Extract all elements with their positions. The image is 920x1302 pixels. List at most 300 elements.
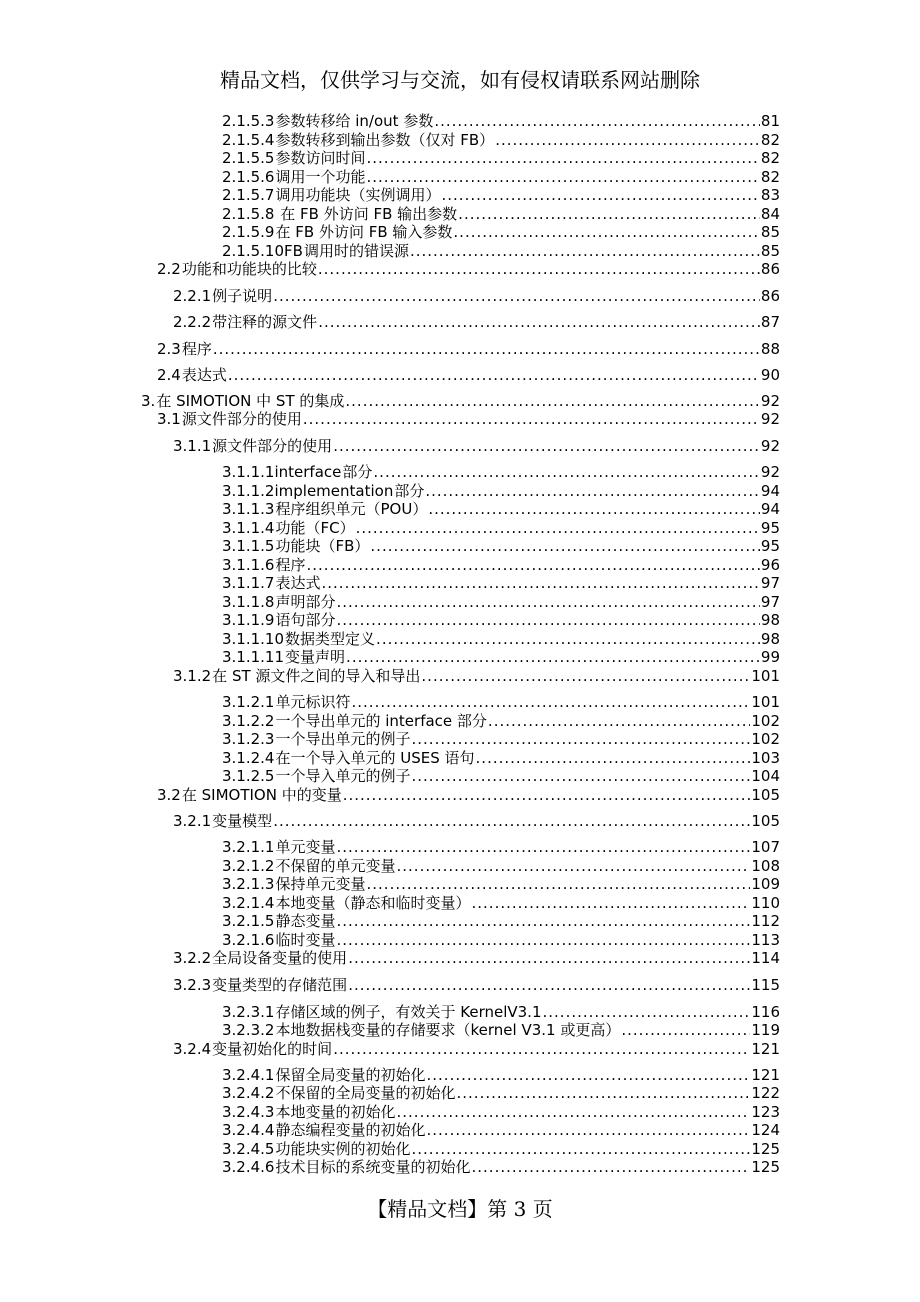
toc-page-number: 104	[751, 767, 780, 785]
toc-entry-title: 本地变量的初始化	[275, 1103, 396, 1121]
toc-entry-title: 程序	[181, 340, 212, 358]
toc-entry-number: 3.2	[157, 786, 181, 804]
toc-entry-text	[157, 340, 212, 358]
toc-entry-text	[222, 463, 372, 481]
toc-entry-title: 数据类型定义	[285, 630, 376, 648]
toc-dot-leader	[213, 340, 760, 358]
toc-dot-leader	[343, 786, 751, 804]
toc-dot-leader	[352, 693, 751, 711]
toc-dot-leader	[442, 186, 760, 204]
toc-page-number: 81	[760, 112, 780, 130]
toc-entry[interactable]	[222, 630, 780, 648]
toc-entry-title: 部分	[394, 482, 425, 500]
toc-dot-leader	[337, 838, 751, 856]
toc-entry-title: 单元标识符	[275, 693, 351, 711]
toc-entry-title: 本地数据栈变量的存储要求（kernel V3.1 或更高）	[275, 1021, 621, 1039]
toc-entry-text	[173, 1040, 332, 1058]
toc-entry-title: 单元变量	[275, 838, 336, 856]
toc-page-number: 110	[751, 894, 780, 912]
toc-entry-text	[222, 894, 471, 912]
toc-entry-text	[222, 1103, 396, 1121]
toc-dot-leader	[273, 812, 750, 830]
toc-page-number: 94	[760, 482, 780, 500]
toc-page-number: 94	[760, 500, 780, 518]
toc-entry-title: 在 ST 源文件之间的导入和导出	[212, 667, 421, 685]
toc-entry[interactable]	[222, 648, 780, 666]
toc-entry-text	[222, 1140, 411, 1158]
toc-entry-number: 2.1.5.4	[222, 131, 275, 149]
toc-page-number: 86	[760, 260, 780, 278]
toc-entry-text	[173, 949, 347, 967]
toc-entry-text	[222, 648, 345, 666]
toc-entry-number: 3.2.1.6	[222, 931, 275, 949]
toc-entry-number: 3.	[141, 392, 156, 410]
toc-entry[interactable]	[173, 667, 780, 685]
toc-dot-leader	[428, 500, 760, 518]
toc-entry[interactable]	[222, 857, 780, 875]
toc-dot-leader	[367, 168, 760, 186]
toc-entry-title: 源文件部分的使用	[181, 410, 302, 428]
toc-page-number: 121	[751, 1066, 780, 1084]
toc-entry-text	[157, 366, 227, 384]
toc-entry-title: 变量类型的存储范围	[212, 976, 348, 994]
toc-entry-number: 3.1.1.11	[222, 648, 285, 666]
toc-entry[interactable]	[222, 749, 780, 767]
toc-entry-text	[222, 630, 375, 648]
toc-entry[interactable]	[222, 730, 780, 748]
toc-entry-title: 声明部分	[275, 593, 336, 611]
toc-dot-leader	[472, 1158, 751, 1176]
toc-entry-number: 2.1.5.3	[222, 112, 275, 130]
toc-entry-number: 3.2.3	[173, 976, 212, 994]
toc-entry-text	[222, 875, 366, 893]
toc-entry-title: 带注释的源文件	[212, 313, 318, 331]
toc-page-number: 101	[751, 667, 780, 685]
toc-page-number: 97	[760, 574, 780, 592]
toc-entry-number: 3.2.1.2	[222, 857, 275, 875]
toc-entry-text	[222, 168, 366, 186]
toc-entry-number: 3.1.2.2	[222, 712, 275, 730]
toc-page-number: 123	[751, 1103, 780, 1121]
toc-entry[interactable]	[222, 205, 780, 223]
toc-entry-text	[222, 131, 494, 149]
toc-entry-title: 一个导出单元的例子	[275, 730, 411, 748]
toc-entry-number: 3.1.1.8	[222, 593, 275, 611]
toc-entry-title: 全局设备变量的使用	[212, 949, 348, 967]
toc-page-number: 85	[760, 242, 780, 260]
toc-dot-leader	[322, 574, 760, 592]
toc-page-number: 98	[760, 611, 780, 629]
toc-page-number: 92	[760, 392, 780, 410]
toc-entry-title: 在 FB 外访问 FB 输出参数	[275, 205, 458, 223]
toc-entry-title: 功能块实例的初始化	[275, 1140, 411, 1158]
toc-entry-text	[222, 712, 487, 730]
toc-entry[interactable]	[173, 1040, 780, 1058]
toc-entry-number: 2.1.5.8	[222, 205, 275, 223]
toc-entry-title: 在一个导入单元的 USES 语句	[275, 749, 475, 767]
toc-dot-leader	[421, 667, 750, 685]
toc-entry-number: 2.1.5.10FB	[222, 242, 303, 260]
toc-dot-leader	[476, 749, 751, 767]
toc-entry-text	[173, 976, 347, 994]
toc-page-number: 101	[751, 693, 780, 711]
toc-entry[interactable]	[222, 574, 780, 592]
toc-dot-leader	[434, 112, 760, 130]
toc-page-number: 82	[760, 149, 780, 167]
toc-entry[interactable]	[222, 556, 780, 574]
toc-entry-number: 3.1.1.2implementation	[222, 482, 394, 500]
toc-entry[interactable]	[222, 463, 780, 481]
toc-dot-leader	[427, 1121, 751, 1139]
toc-entry[interactable]	[222, 1158, 780, 1176]
toc-dot-leader	[425, 482, 760, 500]
toc-entry-text	[222, 730, 411, 748]
toc-entry-title: 程序	[275, 556, 306, 574]
toc-entry-text	[222, 223, 452, 241]
toc-dot-leader	[348, 949, 750, 967]
toc-entry-number: 3.1.1.5	[222, 537, 275, 555]
toc-entry-title: 调用功能块（实例调用）	[275, 186, 441, 204]
toc-entry-number: 3.2.1.1	[222, 838, 275, 856]
toc-dot-leader	[453, 223, 760, 241]
toc-entry-title: 保持单元变量	[275, 875, 366, 893]
toc-dot-leader	[303, 410, 760, 428]
toc-entry-text	[222, 242, 409, 260]
toc-entry-title: 调用时的错误源	[303, 242, 409, 260]
toc-dot-leader	[412, 730, 751, 748]
toc-page-number: 116	[751, 1003, 780, 1021]
toc-entry-number: 2.1.5.6	[222, 168, 275, 186]
toc-entry-title: 临时变量	[275, 931, 336, 949]
toc-dot-leader	[346, 648, 760, 666]
toc-dot-leader	[373, 463, 760, 481]
toc-dot-leader	[356, 519, 760, 537]
toc-page-number: 82	[760, 168, 780, 186]
toc-dot-leader	[348, 976, 750, 994]
toc-page-number: 103	[751, 749, 780, 767]
toc-page-number: 87	[760, 313, 780, 331]
toc-entry-text	[222, 1021, 620, 1039]
toc-entry-number: 3.1.2	[173, 667, 212, 685]
toc-entry[interactable]	[222, 131, 780, 149]
toc-page-number: 125	[751, 1140, 780, 1158]
toc-dot-leader	[457, 1084, 751, 1102]
toc-dot-leader	[410, 242, 760, 260]
toc-page-number: 105	[751, 786, 780, 804]
toc-dot-leader	[367, 149, 760, 167]
toc-entry-title: 参数转移给 in/out 参数	[275, 112, 434, 130]
toc-page-number: 124	[751, 1121, 780, 1139]
toc-entry-number: 3.2.1.3	[222, 875, 275, 893]
toc-entry-title: 技术目标的系统变量的初始化	[275, 1158, 471, 1176]
toc-entry-title: 功能和功能块的比较	[181, 260, 317, 278]
toc-entry-text	[222, 693, 351, 711]
toc-page-number: 99	[760, 648, 780, 666]
toc-page-number: 96	[760, 556, 780, 574]
toc-entry-number: 3.1.2.1	[222, 693, 275, 711]
toc-entry-text	[222, 519, 355, 537]
toc-entry-number: 3.2.4.2	[222, 1084, 275, 1102]
toc-entry-number: 3.1.1.10	[222, 630, 285, 648]
toc-entry-title: 表达式	[181, 366, 227, 384]
toc-entry-number: 2.2.1	[173, 287, 212, 305]
toc-entry-text	[222, 593, 336, 611]
toc-page-number: 95	[760, 537, 780, 555]
toc-entry-text	[173, 437, 332, 455]
toc-dot-leader	[412, 1140, 751, 1158]
toc-entry-text	[222, 749, 475, 767]
toc-entry-text	[222, 205, 457, 223]
toc-entry-title: 部分	[342, 463, 373, 481]
toc-entry-title: 一个导出单元的 interface 部分	[275, 712, 487, 730]
page-header: 精品文档，仅供学习与交流，如有侵权请联系网站删除	[220, 68, 700, 92]
toc-entry-text	[157, 410, 302, 428]
toc-entry-number: 3.2.4.6	[222, 1158, 275, 1176]
toc-entry[interactable]	[173, 287, 780, 305]
toc-dot-leader	[337, 912, 751, 930]
toc-entry-number: 3.1.1.7	[222, 574, 275, 592]
toc-dot-leader	[621, 1021, 750, 1039]
toc-entry-title: 源文件部分的使用	[212, 437, 333, 455]
toc-entry[interactable]	[157, 340, 780, 358]
toc-entry-number: 2.3	[157, 340, 181, 358]
toc-entry-number: 2.1.5.7	[222, 186, 275, 204]
toc-entry-text	[222, 482, 424, 500]
toc-entry-number: 3.2.4.1	[222, 1066, 275, 1084]
toc-entry-title: 表达式	[275, 574, 321, 592]
toc-dot-leader	[333, 1040, 750, 1058]
toc-entry-text	[173, 313, 317, 331]
toc-page-number: 92	[760, 437, 780, 455]
toc-entry-text	[222, 112, 433, 130]
toc-page-number: 121	[751, 1040, 780, 1058]
toc-entry[interactable]	[173, 437, 780, 455]
toc-entry-number: 3.2.1.4	[222, 894, 275, 912]
toc-page-number: 108	[751, 857, 780, 875]
toc-entry[interactable]	[222, 112, 780, 130]
toc-entry[interactable]	[157, 366, 780, 384]
toc-entry[interactable]	[222, 186, 780, 204]
toc-entry-title: 不保留的单元变量	[275, 857, 396, 875]
toc-dot-leader	[337, 611, 760, 629]
toc-entry-title: 在 FB 外访问 FB 输入参数	[275, 223, 453, 241]
toc-entry-text	[173, 287, 272, 305]
toc-entry[interactable]	[222, 894, 780, 912]
toc-entry-title: 静态编程变量的初始化	[275, 1121, 426, 1139]
toc-entry-text	[222, 537, 369, 555]
toc-entry[interactable]	[222, 482, 780, 500]
toc-dot-leader	[370, 537, 760, 555]
toc-entry[interactable]	[222, 1021, 780, 1039]
toc-entry-title: 存储区域的例子，有效关于 KernelV3.1	[275, 1003, 542, 1021]
toc-entry-text	[222, 838, 336, 856]
toc-entry[interactable]	[222, 931, 780, 949]
toc-entry-title: 静态变量	[275, 912, 336, 930]
toc-entry-title: 保留全局变量的初始化	[275, 1066, 426, 1084]
toc-entry-text	[222, 149, 366, 167]
toc-entry-number: 3.2.4.3	[222, 1103, 275, 1121]
toc-entry[interactable]	[222, 1103, 780, 1121]
toc-entry[interactable]	[173, 976, 780, 994]
toc-dot-leader	[427, 1066, 751, 1084]
toc-entry-number: 3.1.2.5	[222, 767, 275, 785]
toc-dot-leader	[367, 875, 751, 893]
toc-entry-title: 参数转移到输出参数（仅对 FB）	[275, 131, 495, 149]
toc-entry[interactable]	[222, 537, 780, 555]
toc-entry-number: 3.2.1	[173, 812, 212, 830]
toc-entry-text	[222, 931, 336, 949]
toc-page-number: 102	[751, 730, 780, 748]
toc-dot-leader	[376, 630, 760, 648]
toc-entry[interactable]	[222, 242, 780, 260]
toc-entry-text	[173, 812, 272, 830]
toc-entry-number: 3.2.4.5	[222, 1140, 275, 1158]
toc-entry[interactable]	[222, 611, 780, 629]
toc-entry-number: 3.1.1.9	[222, 611, 275, 629]
toc-entry-title: 例子说明	[212, 287, 273, 305]
toc-dot-leader	[345, 392, 760, 410]
toc-entry-number: 3.1.2.4	[222, 749, 275, 767]
toc-entry[interactable]	[222, 1003, 780, 1021]
toc-page-number: 83	[760, 186, 780, 204]
toc-entry-title: 调用一个功能	[275, 168, 366, 186]
toc-entry-text	[222, 1066, 426, 1084]
toc-dot-leader	[228, 366, 760, 384]
toc-entry-number: 2.2	[157, 260, 181, 278]
toc-entry-text	[222, 1084, 456, 1102]
toc-entry-title: 参数访问时间	[275, 149, 366, 167]
toc-entry-number: 3.2.3.2	[222, 1021, 275, 1039]
toc-dot-leader	[333, 437, 760, 455]
toc-entry-title: 一个导入单元的例子	[275, 767, 411, 785]
toc-entry-text	[141, 392, 344, 410]
toc-entry[interactable]	[173, 812, 780, 830]
toc-page-number: 102	[751, 712, 780, 730]
toc-page-number: 115	[751, 976, 780, 994]
toc-entry-text	[173, 667, 420, 685]
toc-entry[interactable]	[222, 223, 780, 241]
toc-entry-number: 2.1.5.5	[222, 149, 275, 167]
toc-entry-number: 3.2.2	[173, 949, 212, 967]
toc-page-number: 82	[760, 131, 780, 149]
toc-dot-leader	[488, 712, 750, 730]
toc-entry[interactable]	[222, 693, 780, 711]
toc-entry-text	[157, 786, 342, 804]
toc-entry-title: 不保留的全局变量的初始化	[275, 1084, 456, 1102]
toc-entry-number: 3.1	[157, 410, 181, 428]
toc-dot-leader	[397, 857, 751, 875]
toc-entry[interactable]	[222, 767, 780, 785]
toc-entry-title: 程序组织单元（POU）	[275, 500, 428, 518]
toc-entry-text	[222, 1003, 542, 1021]
toc-page-number: 97	[760, 593, 780, 611]
toc-entry-number: 3.1.1	[173, 437, 212, 455]
toc-page-number: 112	[751, 912, 780, 930]
toc-entry-text	[222, 912, 336, 930]
toc-dot-leader	[412, 767, 751, 785]
toc-entry-number: 3.1.1.6	[222, 556, 275, 574]
toc-page-number: 86	[760, 287, 780, 305]
toc-entry[interactable]	[157, 260, 780, 278]
toc-entry[interactable]	[222, 149, 780, 167]
toc-page-number: 113	[751, 931, 780, 949]
toc-entry[interactable]	[222, 1084, 780, 1102]
toc-entry-number: 3.2.4.4	[222, 1121, 275, 1139]
toc-page-number: 88	[760, 340, 780, 358]
toc-page-number: 84	[760, 205, 780, 223]
toc-entry-title: 功能块（FB）	[275, 537, 370, 555]
toc-entry-text	[222, 574, 321, 592]
toc-page-number: 95	[760, 519, 780, 537]
toc-dot-leader	[458, 205, 760, 223]
toc-entry-title: 功能（FC）	[275, 519, 355, 537]
toc-entry-number: 2.4	[157, 366, 181, 384]
toc-entry-number: 3.2.4	[173, 1040, 212, 1058]
toc-entry[interactable]	[222, 875, 780, 893]
toc-entry[interactable]	[222, 912, 780, 930]
toc-entry[interactable]	[222, 519, 780, 537]
toc-page-number: 92	[760, 410, 780, 428]
toc-entry[interactable]	[157, 786, 780, 804]
toc-entry[interactable]	[222, 1066, 780, 1084]
toc-entry-number: 3.2.3.1	[222, 1003, 275, 1021]
toc-entry-number: 3.2.1.5	[222, 912, 275, 930]
toc-entry[interactable]	[222, 1140, 780, 1158]
toc-dot-leader	[273, 287, 760, 305]
toc-entry[interactable]	[222, 838, 780, 856]
toc-dot-leader	[337, 931, 751, 949]
toc-entry-title: 变量模型	[212, 812, 273, 830]
toc-entry[interactable]	[222, 1121, 780, 1139]
toc-page-number: 107	[751, 838, 780, 856]
toc-entry-title: 变量声明	[285, 648, 346, 666]
toc-entry-text	[222, 1121, 426, 1139]
toc-entry[interactable]	[222, 500, 780, 518]
toc-entry-number: 3.1.1.1interface	[222, 463, 342, 481]
toc-page-number: 122	[751, 1084, 780, 1102]
toc-entry[interactable]	[173, 949, 780, 967]
toc-entry[interactable]	[157, 410, 780, 428]
toc-entry-text	[222, 611, 336, 629]
toc-entry[interactable]	[222, 593, 780, 611]
toc-entry[interactable]	[222, 168, 780, 186]
toc-dot-leader	[472, 894, 751, 912]
toc-entry[interactable]	[141, 392, 780, 410]
toc-dot-leader	[318, 260, 760, 278]
toc-entry-text	[222, 1158, 471, 1176]
toc-dot-leader	[495, 131, 760, 149]
toc-page-number: 85	[760, 223, 780, 241]
toc-entry-title: 本地变量（静态和临时变量）	[275, 894, 471, 912]
toc-page-number: 90	[760, 366, 780, 384]
toc-entry-text	[222, 857, 396, 875]
toc-page-number: 92	[760, 463, 780, 481]
toc-page-number: 105	[751, 812, 780, 830]
toc-dot-leader	[337, 593, 760, 611]
toc-entry-title: 语句部分	[275, 611, 336, 629]
toc-entry[interactable]	[173, 313, 780, 331]
toc-page-number: 119	[751, 1021, 780, 1039]
toc-entry-text	[222, 500, 427, 518]
toc-entry-text	[222, 556, 306, 574]
toc-entry[interactable]	[222, 712, 780, 730]
toc-page-number: 98	[760, 630, 780, 648]
toc-entry-title: 在 SIMOTION 中的变量	[181, 786, 342, 804]
toc-page-number: 109	[751, 875, 780, 893]
toc-entry-number: 3.1.2.3	[222, 730, 275, 748]
toc-dot-leader	[543, 1003, 751, 1021]
toc-entry-text	[157, 260, 317, 278]
